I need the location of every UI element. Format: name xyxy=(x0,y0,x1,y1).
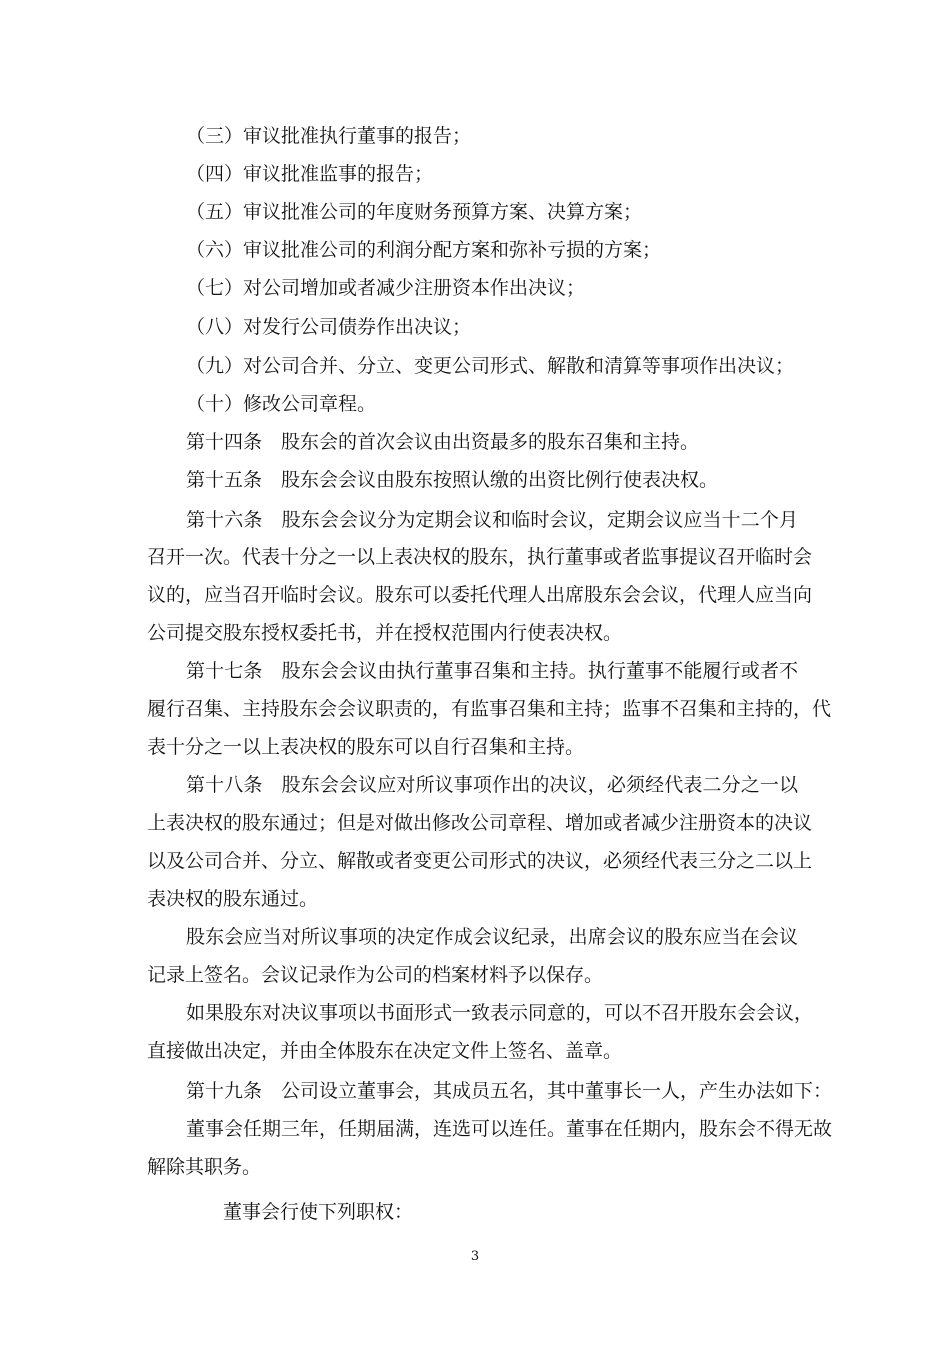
text-line: 解除其职务。 xyxy=(147,1156,262,1178)
text-line: 如果股东对决议事项以书面形式一致表示同意的，可以不召开股东会会议， xyxy=(186,1002,814,1024)
article-15-line: 第十五条 股东会会议由股东按照认缴的出资比例行使表决权。 xyxy=(186,469,719,491)
article-17-line: 表十分之一以上表决权的股东可以自行召集和主持。 xyxy=(147,736,585,758)
page-number: 3 xyxy=(470,1249,480,1264)
text-line: （三）审议批准执行董事的报告； xyxy=(186,125,472,147)
article-16-line: 公司提交股东授权委托书，并在授权范围内行使表决权。 xyxy=(147,622,623,644)
article-18-line: 第十八条 股东会会议应对所议事项作出的决议，必须经代表二分之一以 xyxy=(186,774,798,796)
article-18-line: 表决权的股东通过。 xyxy=(147,888,319,910)
text-line: （六）审议批准公司的利润分配方案和弥补亏损的方案； xyxy=(186,239,662,261)
article-19-line: 第十九条 公司设立董事会，其成员五名，其中董事长一人，产生办法如下： xyxy=(186,1080,833,1102)
text-line: 董事会行使下列职权： xyxy=(223,1201,414,1223)
article-16-line: 召开一次。代表十分之一以上表决权的股东，执行董事或者监事提议召开临时会 xyxy=(147,546,813,568)
article-16-line: 第十六条 股东会会议分为定期会议和临时会议，定期会议应当十二个月 xyxy=(186,509,798,531)
text-line: （七）对公司增加或者减少注册资本作出决议； xyxy=(186,277,586,299)
text-line: 记录上签名。会议记录作为公司的档案材料予以保存。 xyxy=(147,964,604,986)
text-line: （四）审议批准监事的报告； xyxy=(186,163,434,185)
article-18-line: 上表决权的股东通过；但是对做出修改公司章程、增加或者减少注册资本的决议 xyxy=(147,812,813,834)
text-line: （十）修改公司章程。 xyxy=(186,393,377,415)
article-14-line: 第十四条 股东会的首次会议由出资最多的股东召集和主持。 xyxy=(186,431,700,453)
text-line: 股东会应当对所议事项的决定作成会议纪录，出席会议的股东应当在会议 xyxy=(186,926,798,948)
text-line: （九）对公司合并、分立、变更公司形式、解散和清算等事项作出决议； xyxy=(186,355,795,377)
article-18-line: 以及公司合并、分立、解散或者变更公司形式的决议，必须经代表三分之二以上 xyxy=(147,850,813,872)
article-17-line: 履行召集、主持股东会会议职责的，有监事召集和主持；监事不召集和主持的，代 xyxy=(147,698,832,720)
article-17-line: 第十七条 股东会会议由执行董事召集和主持。执行董事不能履行或者不 xyxy=(186,660,798,682)
text-line: （八）对发行公司债券作出决议； xyxy=(186,316,472,338)
text-line: 直接做出决定，并由全体股东在决定文件上签名、盖章。 xyxy=(147,1040,623,1062)
article-16-line: 议的，应当召开临时会议。股东可以委托代理人出席股东会会议，代理人应当向 xyxy=(147,584,813,606)
text-line: 董事会任期三年，任期届满，连选可以连任。董事在任期内，股东会不得无故 xyxy=(186,1118,833,1140)
text-line: （五）审议批准公司的年度财务预算方案、决算方案； xyxy=(186,201,643,223)
